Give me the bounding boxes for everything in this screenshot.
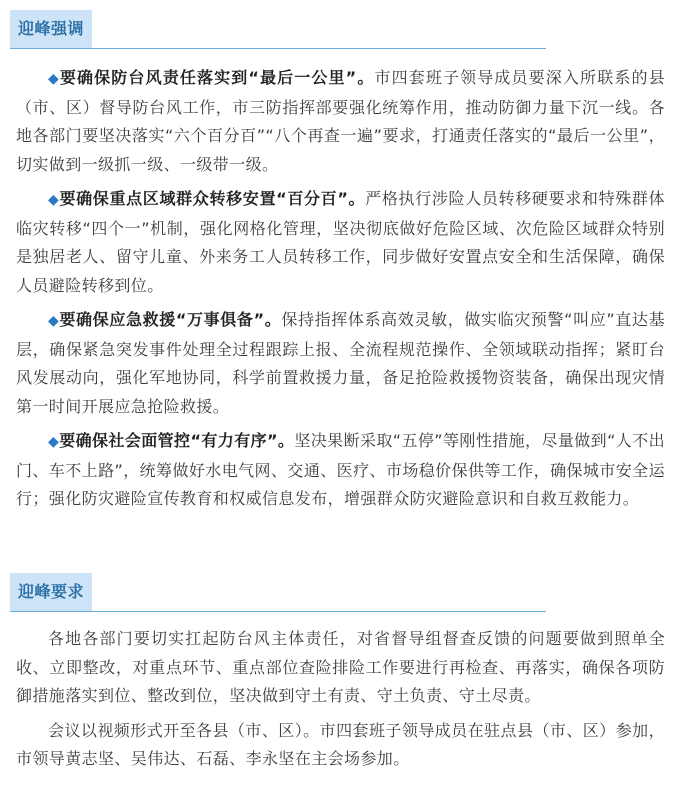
diamond-bullet-icon: ◆ xyxy=(48,71,60,87)
paragraph-lead: 要确保社会面管控“有力有序”。 xyxy=(59,431,295,450)
paragraph-lead: 要确保防台风责任落实到“最后一公里”。 xyxy=(59,68,375,87)
diamond-bullet-icon: ◆ xyxy=(48,313,60,329)
paragraph-text: 严格执行涉险人员转移硬要求和特殊群体临灾转移“四个一”机制，强化网格化管理，坚决彻底做好危险区域、次危险区域群众特别是独居老人、留守儿童、外来务工人员转移工作，同步做好安置点安全和生活保障，确保人员避险转移到位。 xyxy=(16,189,665,295)
section-tag: 迎峰强调 xyxy=(10,10,92,48)
paragraph-requirements xyxy=(0,625,683,711)
paragraph-lead: 要确保应急救援“万事俱备”。 xyxy=(59,310,282,329)
paragraph-text: 坚决果断采取“五停”等刚性措施，尽量做到“人不出门、车不上路”，统筹做好水电气网、交通、医疗、市场稳价保供等工作，确保城市安全运行；强化防灾避险宣传教育和权威信息发布，增强群众防灾避险意识和自救互救能力。 xyxy=(16,431,665,508)
paragraph-responsibility xyxy=(0,64,683,179)
section-emphasis xyxy=(0,10,683,514)
paragraph-evacuation xyxy=(0,185,683,300)
paragraph-lead: 要确保重点区域群众转移安置“百分百”。 xyxy=(59,189,366,208)
paragraph-text: 保持指挥体系高效灵敏，做实临灾预警“叫应”直达基层，确保紧急突发事件处理全过程跟踪上报、全流程规范操作、全领域联动指挥；紧盯台风发展动向，强化军地协同，科学前置救援力量，备足抢险救援物资装备，确保出现灾情第一时间开展应急抢险救援。 xyxy=(16,310,665,416)
paragraph-meeting xyxy=(0,717,683,774)
section-header xyxy=(0,573,683,613)
paragraph-text: 各地各部门要切实扛起防台风主体责任，对省督导组督查反馈的问题要做到照单全收、立即整改，对重点环节、重点部位查险排险工作要进行再检查、再落实，确保各项防御措施落实到位、整改到位，坚决做到守土有责、守土负责、守土尽责。 xyxy=(16,629,665,705)
section-requirements xyxy=(0,573,683,774)
paragraph-rescue xyxy=(0,306,683,421)
section-tag: 迎峰要求 xyxy=(10,573,92,611)
paragraph-text: 市四套班子领导成员要深入所联系的县（市、区）督导防台风工作，市三防指挥部要强化统筹作用，推动防御力量下沉一线。各地各部门要坚决落实“六个百分百”“八个再查一遍”要求，打通责任落实的“最后一公里”，切实做到一级抓一级、一级带一级。 xyxy=(16,68,665,174)
diamond-bullet-icon: ◆ xyxy=(48,192,60,208)
paragraph-text: 会议以视频形式开至各县（市、区）。市四套班子领导成员在驻点县（市、区）参加，市领导黄志坚、吴伟达、石磊、李永坚在主会场参加。 xyxy=(16,720,665,768)
diamond-bullet-icon: ◆ xyxy=(48,434,60,450)
paragraph-social-control xyxy=(0,427,683,514)
section-divider xyxy=(10,611,546,612)
section-divider xyxy=(10,48,546,49)
section-header xyxy=(0,10,683,50)
